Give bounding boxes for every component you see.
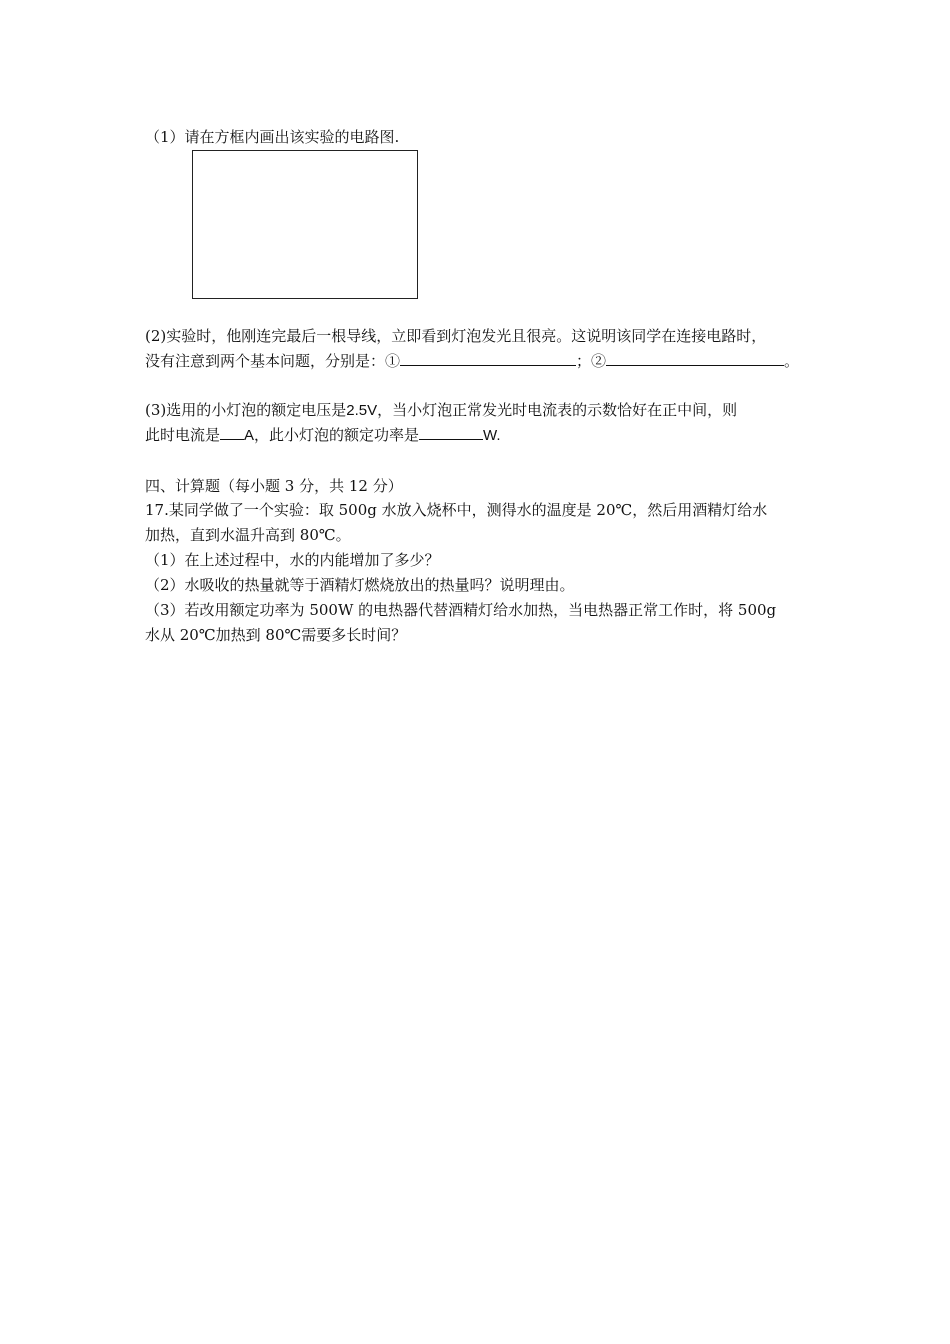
- question-3-text-c: 此时电流是: [145, 426, 221, 444]
- question-3-text-a: (3)选用的小灯泡的额定电压是: [145, 401, 347, 419]
- question-3-line-2: [145, 425, 501, 446]
- question-2-separator: ；②: [576, 352, 607, 370]
- question-2-line-1: (2)实验时，他刚连完最后一根导线，立即看到灯泡发光且很亮。这说明该同学在连接电路时，: [145, 327, 767, 345]
- question-3-line-1: [145, 400, 737, 421]
- question-1-text: （1）请在方框内画出该实验的电路图.: [145, 128, 400, 146]
- question-2-line-2: [145, 351, 799, 371]
- watt-unit: W.: [483, 427, 501, 444]
- question-17-sub-3-line-1: （3）若改用额定功率为 500W 的电热器代替酒精灯给水加热，当电热器正常工作时，将 500g: [145, 601, 777, 619]
- question-17-sub-3-line-2: 水从 20℃加热到 80℃需要多长时间？: [145, 626, 407, 644]
- question-2-prefix: 没有注意到两个基本问题，分别是：①: [145, 352, 401, 370]
- question-17-line-2: 加热，直到水温升高到 80℃。: [145, 526, 351, 544]
- question-17-sub-1: （1）在上述过程中，水的内能增加了多少？: [145, 551, 440, 569]
- answer-blank-2[interactable]: [606, 351, 784, 366]
- current-answer-blank[interactable]: [220, 425, 244, 440]
- rated-voltage: 2.5V: [346, 402, 378, 419]
- circuit-drawing-box[interactable]: [192, 150, 418, 299]
- answer-blank-1[interactable]: [400, 351, 576, 366]
- power-answer-blank[interactable]: [419, 425, 483, 440]
- question-17-sub-2: （2）水吸收的热量就等于酒精灯燃烧放出的热量吗？说明理由。: [145, 576, 575, 594]
- question-3-text-b: ，当小灯泡正常发光时电流表的示数恰好在正中间，则: [377, 401, 738, 419]
- question-2-end: 。: [784, 352, 800, 370]
- ampere-unit: A: [244, 427, 255, 444]
- question-17-line-1: 17.某同学做了一个实验：取 500g 水放入烧杯中，测得水的温度是 20℃，然后用酒精灯给水: [145, 501, 768, 519]
- section-4-heading: 四、计算题（每小题 3 分，共 12 分）: [145, 477, 403, 495]
- question-3-text-d: ，此小灯泡的额定功率是: [254, 426, 420, 444]
